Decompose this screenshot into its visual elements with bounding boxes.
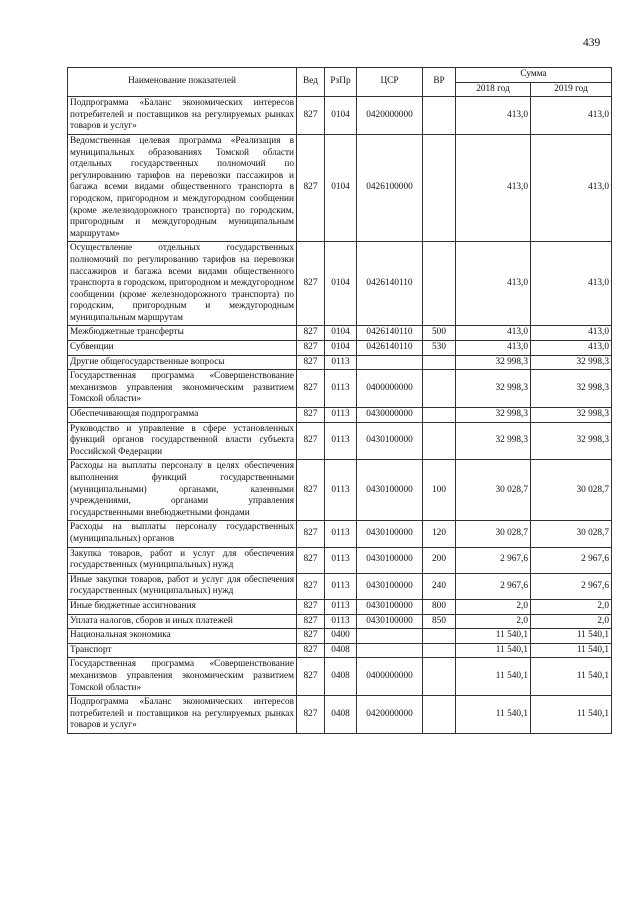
cell-sum-2018: 413,0 [456,134,531,241]
cell-rzpr: 0113 [325,370,357,408]
cell-name: Уплата налогов, сборов и иных платежей [68,614,297,629]
cell-ved: 827 [297,355,325,370]
cell-sum-2019: 30 028,7 [531,460,612,521]
cell-sum-2018: 32 998,3 [456,422,531,460]
cell-name: Закупка товаров, работ и услуг для обеспечения государственных (муниципальных) нужд [68,547,297,573]
page-number: 439 [583,37,601,49]
table-row [68,326,612,341]
cell-sum-2019: 11 540,1 [531,643,612,658]
cell-sum-2019: 2 967,6 [531,547,612,573]
cell-name: Национальная экономика [68,629,297,644]
cell-vr [423,629,456,644]
table-row [68,614,612,629]
cell-rzpr: 0113 [325,521,357,547]
cell-sum-2018: 30 028,7 [456,460,531,521]
cell-name: Государственная программа «Совершенствование механизмов управления экономическим развитием Томской области» [68,658,297,696]
table-row [68,422,612,460]
table-row [68,573,612,599]
cell-rzpr: 0104 [325,97,357,135]
cell-csr: 0430100000 [357,422,423,460]
cell-name: Обеспечивающая подпрограмма [68,408,297,423]
cell-csr [357,643,423,658]
cell-sum-2019: 11 540,1 [531,658,612,696]
cell-sum-2018: 11 540,1 [456,658,531,696]
cell-ved: 827 [297,599,325,614]
header-sum: Сумма [456,68,612,83]
table-header [68,68,612,97]
cell-vr [423,97,456,135]
cell-csr: 0400000000 [357,370,423,408]
cell-name: Расходы на выплаты персоналу в целях обеспечения выполнения функций государственными (муниципальными) органами, казенными учреждениями, органами управления государственными внебюджетными фондами [68,460,297,521]
cell-ved: 827 [297,658,325,696]
cell-name: Ведомственная целевая программа «Реализация в муниципальных образованиях Томской области отдельных государственных полномочий по регулированию тарифов на перевозки пассажиров и багажа всеми видами общественного транспорта в городском, пригородном и междугородном сообщении (кроме железнодорожного транспорта) по городским, пригородным и междугородным муниципальным маршрутам» [68,134,297,241]
table-row [68,629,612,644]
cell-csr [357,355,423,370]
cell-ved: 827 [297,696,325,734]
cell-csr: 0430000000 [357,408,423,423]
cell-sum-2019: 32 998,3 [531,370,612,408]
cell-ved: 827 [297,134,325,241]
table-row [68,242,612,326]
cell-sum-2019: 413,0 [531,134,612,241]
cell-sum-2018: 32 998,3 [456,355,531,370]
cell-sum-2018: 413,0 [456,341,531,356]
cell-sum-2019: 11 540,1 [531,696,612,734]
cell-ved: 827 [297,460,325,521]
cell-vr: 530 [423,341,456,356]
cell-name: Государственная программа «Совершенствование механизмов управления экономическим развитием Томской области» [68,370,297,408]
cell-sum-2019: 413,0 [531,97,612,135]
cell-vr [423,134,456,241]
cell-sum-2019: 413,0 [531,326,612,341]
cell-sum-2019: 413,0 [531,242,612,326]
cell-sum-2019: 2,0 [531,614,612,629]
cell-vr [423,242,456,326]
cell-sum-2019: 11 540,1 [531,629,612,644]
cell-name: Осуществление отдельных государственных полномочий по регулированию тарифов на перевозки пассажиров и багажа всеми видами общественного транспорта в городском, пригородном и междугородном сообщении (кроме железнодорожного транспорта) по городским, пригородным и междугородным муниципальным маршрутам [68,242,297,326]
cell-ved: 827 [297,614,325,629]
header-name: Наименование показателей [68,68,297,97]
cell-csr: 0426140110 [357,242,423,326]
cell-name: Подпрограмма «Баланс экономических интересов потребителей и поставщиков на регулируемых рынках товаров и услуг» [68,97,297,135]
cell-ved: 827 [297,242,325,326]
cell-csr: 0430100000 [357,599,423,614]
cell-vr [423,408,456,423]
cell-sum-2018: 413,0 [456,326,531,341]
cell-vr [423,643,456,658]
cell-ved: 827 [297,643,325,658]
cell-csr: 0420000000 [357,696,423,734]
cell-sum-2018: 413,0 [456,97,531,135]
table-body [68,97,612,734]
table-row [68,521,612,547]
cell-ved: 827 [297,547,325,573]
cell-vr [423,658,456,696]
cell-vr [423,696,456,734]
cell-rzpr: 0113 [325,408,357,423]
cell-sum-2019: 2 967,6 [531,573,612,599]
cell-sum-2018: 11 540,1 [456,629,531,644]
cell-rzpr: 0113 [325,460,357,521]
cell-ved: 827 [297,97,325,135]
cell-ved: 827 [297,422,325,460]
cell-rzpr: 0113 [325,599,357,614]
header-rzpr: РзПр [325,68,357,97]
table-row [68,460,612,521]
cell-sum-2018: 11 540,1 [456,643,531,658]
cell-rzpr: 0408 [325,658,357,696]
cell-name: Подпрограмма «Баланс экономических интересов потребителей и поставщиков на регулируемых рынках товаров и услуг» [68,696,297,734]
cell-sum-2019: 32 998,3 [531,408,612,423]
cell-csr: 0420000000 [357,97,423,135]
cell-name: Субвенции [68,341,297,356]
cell-ved: 827 [297,341,325,356]
cell-name: Другие общегосударственные вопросы [68,355,297,370]
table-row [68,599,612,614]
table-row [68,696,612,734]
header-vr: ВР [423,68,456,97]
cell-csr: 0430100000 [357,614,423,629]
cell-rzpr: 0104 [325,326,357,341]
cell-sum-2018: 30 028,7 [456,521,531,547]
header-csr: ЦСР [357,68,423,97]
cell-sum-2018: 32 998,3 [456,408,531,423]
cell-csr: 0426140110 [357,341,423,356]
cell-name: Иные закупки товаров, работ и услуг для обеспечения государственных (муниципальных) нужд [68,573,297,599]
cell-sum-2019: 30 028,7 [531,521,612,547]
cell-name: Руководство и управление в сфере установленных функций органов государственной власти субъекта Российской Федерации [68,422,297,460]
cell-csr: 0426140110 [357,326,423,341]
cell-vr [423,370,456,408]
header-year-2018: 2018 год [456,82,531,97]
cell-rzpr: 0408 [325,643,357,658]
cell-name: Транспорт [68,643,297,658]
cell-vr: 100 [423,460,456,521]
cell-sum-2018: 11 540,1 [456,696,531,734]
cell-ved: 827 [297,573,325,599]
cell-name: Расходы на выплаты персоналу государственных (муниципальных) органов [68,521,297,547]
table-row [68,370,612,408]
table-row [68,97,612,135]
header-ved: Вед [297,68,325,97]
cell-rzpr: 0104 [325,341,357,356]
cell-rzpr: 0113 [325,614,357,629]
cell-sum-2019: 413,0 [531,341,612,356]
cell-sum-2018: 413,0 [456,242,531,326]
cell-csr [357,629,423,644]
cell-vr: 200 [423,547,456,573]
cell-vr: 120 [423,521,456,547]
cell-sum-2018: 2 967,6 [456,547,531,573]
cell-csr: 0430100000 [357,547,423,573]
header-year-2019: 2019 год [531,82,612,97]
cell-rzpr: 0113 [325,355,357,370]
cell-vr: 240 [423,573,456,599]
cell-ved: 827 [297,629,325,644]
cell-csr: 0430100000 [357,460,423,521]
cell-ved: 827 [297,326,325,341]
cell-vr: 850 [423,614,456,629]
table-row [68,134,612,241]
cell-sum-2019: 32 998,3 [531,355,612,370]
cell-sum-2018: 32 998,3 [456,370,531,408]
budget-table [67,67,612,734]
cell-sum-2018: 2,0 [456,614,531,629]
table-row [68,658,612,696]
table-row [68,341,612,356]
table-row [68,547,612,573]
cell-ved: 827 [297,408,325,423]
cell-sum-2019: 2,0 [531,599,612,614]
cell-vr: 800 [423,599,456,614]
cell-ved: 827 [297,370,325,408]
cell-rzpr: 0113 [325,547,357,573]
table-row [68,643,612,658]
cell-rzpr: 0408 [325,696,357,734]
cell-rzpr: 0104 [325,242,357,326]
cell-csr: 0426100000 [357,134,423,241]
cell-vr [423,422,456,460]
cell-rzpr: 0113 [325,573,357,599]
table-row [68,355,612,370]
cell-vr: 500 [423,326,456,341]
cell-csr: 0430100000 [357,521,423,547]
cell-sum-2019: 32 998,3 [531,422,612,460]
cell-ved: 827 [297,521,325,547]
cell-name: Иные бюджетные ассигнования [68,599,297,614]
cell-sum-2018: 2,0 [456,599,531,614]
cell-rzpr: 0113 [325,422,357,460]
cell-sum-2018: 2 967,6 [456,573,531,599]
cell-name: Межбюджетные трансферты [68,326,297,341]
cell-vr [423,355,456,370]
cell-csr: 0430100000 [357,573,423,599]
cell-rzpr: 0104 [325,134,357,241]
cell-rzpr: 0400 [325,629,357,644]
table-row [68,408,612,423]
cell-csr: 0400000000 [357,658,423,696]
